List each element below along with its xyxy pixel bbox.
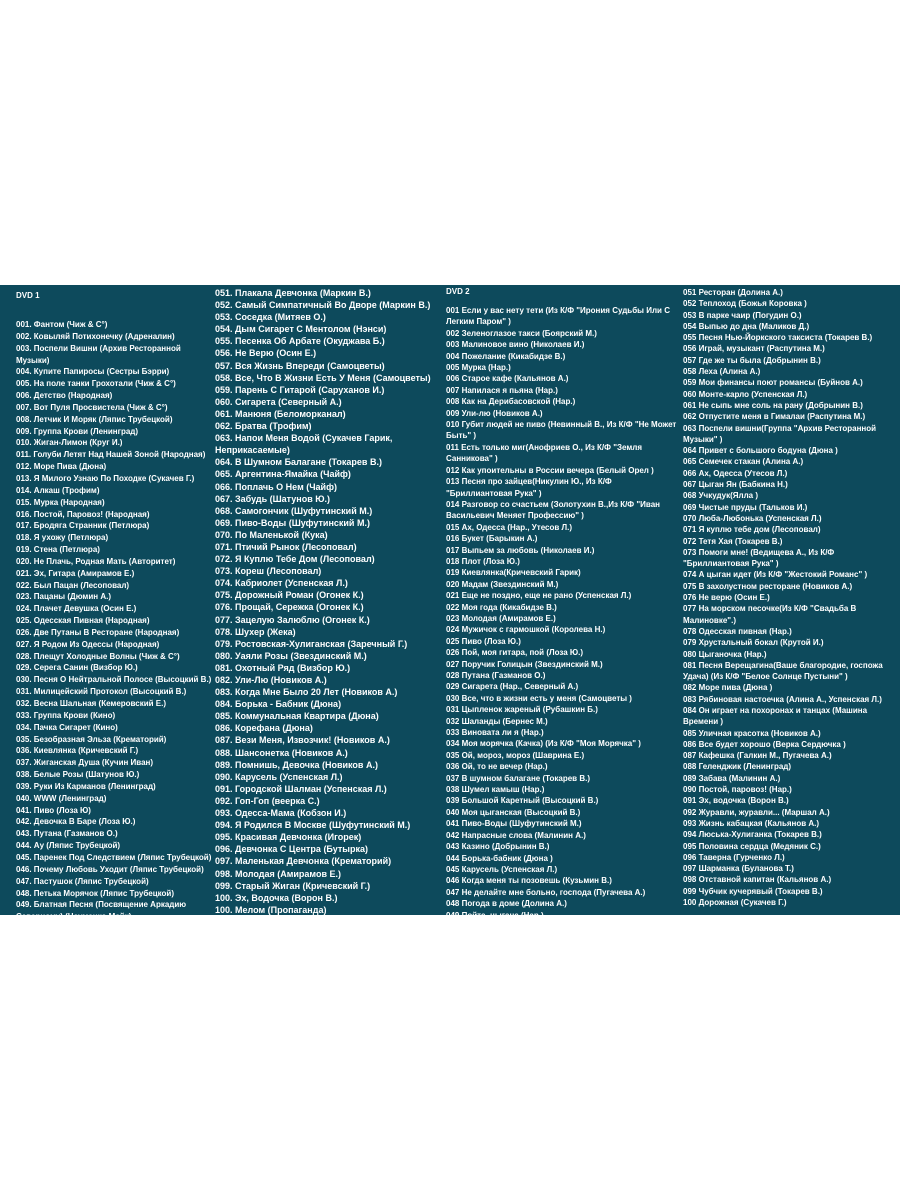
track-item: 021 Еще не поздно, еще не рано (Успенская Л.) [446, 591, 632, 601]
track-item: 031 Цыпленок жареный (Рубашкин Б.) [446, 705, 598, 715]
track-item: 035. Безобразная Эльза (Крематорий) [16, 734, 167, 744]
track-item: 095. Красивая Девчонка (Игорек) [215, 832, 362, 843]
track-item: 042 Напрасные слова (Малинин А.) [446, 830, 586, 840]
track-item: 055 Песня Нью-Йоркского таксиста (Токарев В.) [683, 333, 873, 343]
dvd1-title: DVD 1 [16, 291, 40, 300]
track-item: 027. Я Родом Из Одессы (Народная) [16, 639, 160, 649]
track-item: 022 Моя года (Кикабидзе В.) [446, 602, 557, 612]
track-item: 041 Пиво-Воды (Шуфутинский М.) [446, 819, 582, 829]
track-item: 099 Чубчик кучерявый (Токарев В.) [683, 886, 823, 896]
track-item: 010 Губит людей не пиво (Невинный В., Из К/Ф "Не Может Быть" ) [446, 420, 677, 441]
track-item: 053. Соседка (Митяев О.) [215, 312, 326, 323]
track-item: 074. Кабриолет (Успенская Л.) [215, 578, 348, 589]
track-item: 038. Белые Розы (Шатунов Ю.) [16, 770, 140, 780]
track-item: 049 Пойте, цыгане (Нар.) [446, 910, 544, 920]
track-item: 072 Тетя Хая (Токарев В.) [683, 536, 783, 546]
track-item: 032 Шаланды (Бернес М.) [446, 716, 548, 726]
track-item: 069. Пиво-Воды (Шуфутинский М.) [215, 517, 370, 528]
track-item: 030. Песня О Нейтральной Полосе (Высоцкий В.) [16, 675, 212, 685]
track-item: 083 Рябиновая настоечка (Алина А., Успенская Л.) [683, 694, 882, 704]
track-item: 055. Песенка Об Арбате (Окуджава Б.) [215, 336, 385, 347]
track-item: 081 Песня Верещагина(Ваше благородие, госпожа Удача) (Из К/Ф "Белое Солнце Пустыни" ) [683, 660, 883, 682]
track-item: 081. Охотный Ряд (Визбор Ю.) [215, 662, 351, 673]
track-item: 017. Бродяга Странник (Петлюра) [16, 521, 150, 531]
track-item: 100. Мелом (Пропаганда) [215, 904, 327, 915]
track-item: 079. Ростовская-Хулиганская (Заречный Г.) [215, 638, 408, 649]
track-item: 057 Где же ты была (Добрынин В.) [683, 355, 821, 365]
track-item: 045 Карусель (Успенская Л.) [446, 864, 558, 874]
track-item: 070. По Маленькой (Кука) [215, 529, 328, 540]
track-item: 037 В шумном балагане (Токарев В.) [446, 773, 590, 783]
track-item: 050 Пропадаю я (Успенская Л.) [446, 921, 568, 931]
track-item: 015 Ах, Одесса (Нар., Утесов Л.) [446, 522, 573, 532]
track-item: 007 Напилася я пьяна (Нар.) [446, 385, 558, 395]
track-item: 088 Геленджик (Ленинград) [683, 762, 792, 772]
track-item: 062 Отпустите меня в Гималаи (Распутина М.) [683, 412, 866, 422]
track-item: 046 Когда меня ты позовешь (Кузьмин В.) [446, 876, 612, 886]
track-item: 036 Ой, то не вечер (Нар.) [446, 762, 548, 772]
track-item: 029. Серега Санин (Визбор Ю.) [16, 663, 138, 673]
track-item: 092. Гоп-Гоп (веерка С.) [215, 795, 320, 806]
track-item: 048. Петька Морячок (Ляпис Трубецкой) [16, 888, 175, 898]
track-item: 032. Весна Шальная (Кемеровский Е.) [16, 699, 167, 708]
track-item: 093 Жизнь кабацкая (Кальянов А.) [683, 818, 820, 828]
track-item: 012. Море Пива (Дюна) [16, 462, 107, 472]
track-item: 005 Мурка (Нар.) [446, 363, 511, 373]
track-item: 078 Одесская пивная (Нар.) [683, 626, 792, 636]
track-item: 061 Не сыпь мне соль на рану (Добрынин В.) [683, 400, 863, 410]
track-item: 092 Журавли, журавли... (Маршал А.) [683, 807, 830, 817]
dvd2-title: DVD 2 [446, 287, 470, 296]
track-item: 077. Зацелую Залюблю (Огонек К.) [215, 614, 370, 625]
track-item: 023 Молодая (Амирамов Е.) [446, 613, 556, 623]
track-item: 096 Таверна (Гурченко Л.) [683, 852, 785, 862]
track-item: 025. Одесская Пивная (Народная) [16, 616, 150, 626]
track-item: 039 Большой Каретный (Высоцкий В.) [446, 796, 599, 806]
track-item: 060. Сигарета (Северный А.) [215, 396, 342, 407]
track-item: 016. Постой, Паровоз! (Народная) [16, 509, 150, 519]
track-item: 016 Букет (Барыкин А.) [446, 534, 538, 544]
track-item: 074 А цыган идет (Из К/Ф "Жестокий Романс" ) [683, 570, 868, 580]
track-item: 053 В парке чаир (Погудин О.) [683, 310, 802, 320]
track-item: 082. Ули-Лю (Новиков А.) [215, 675, 327, 685]
track-item: 047 Не делайте мне больно, господа (Пугачева А.) [446, 887, 646, 897]
track-item: 097. Маленькая Девчонка (Крематорий) [215, 856, 392, 867]
track-item: 029 Сигарета (Нар., Северный А.) [446, 682, 579, 692]
track-item: 030 Все, что в жизни есть у меня (Самоцветы ) [446, 693, 632, 703]
track-item: 071 Я куплю тебе дом (Лесоповал) [683, 525, 821, 535]
track-item: 051 Ресторан (Долина А.) [683, 288, 783, 297]
track-item: 079 Хрустальный бокал (Крутой И.) [683, 638, 824, 648]
track-item: 034 Моя морячка (Качка) (Из К/Ф "Моя Морячка" ) [446, 739, 641, 749]
track-item: 006 Старое кафе (Кальянов А.) [446, 374, 569, 384]
track-item: 038 Шумел камыш (Нар.) [446, 785, 545, 795]
track-item: 098 Отставной капитан (Кальянов А.) [683, 875, 832, 885]
track-item: 021. Эх, Гитара (Амирамов Е.) [16, 568, 135, 578]
track-item: 001. Фантом (Чиж & С°) [16, 320, 108, 329]
track-item: 008. Летчик И Моряк (Ляпис Трубецкой) [16, 414, 173, 424]
track-item: 068. Самогончик (Шуфутинский М.) [215, 505, 373, 516]
track-item: 078. Шухер (Жека) [215, 626, 296, 637]
track-item: 020. Не Плачь, Родная Мать (Авторитет) [16, 556, 176, 566]
track-item: 003. Поспели Вишни (Архив Ресторанной Музыки) [16, 343, 181, 365]
track-item: 064 Привет с большого бодуна (Дюна ) [683, 446, 838, 456]
track-item: 095 Половина сердца (Медяник С.) [683, 841, 821, 851]
dvd2-track-list-b [683, 287, 893, 908]
track-item: 072. Я Куплю Тебе Дом (Лесоповал) [215, 554, 375, 565]
track-item: 075 В захолустном ресторане (Новиков А.) [683, 581, 853, 591]
dvd2-track-list-a [446, 305, 678, 932]
track-item: 054 Выпью до дна (Маликов Д.) [683, 321, 810, 331]
track-item: 097 Шарманка (Буланова Т.) [683, 864, 794, 874]
track-item: 013. Я Милого Узнаю По Походке (Сукачев Г.) [16, 473, 195, 483]
track-item: 041. Пиво (Лоза Ю) [16, 805, 91, 815]
track-item: 090. Карусель (Успенская Л.) [215, 771, 343, 782]
track-item: 084. Борька - Бабник (Дюна) [215, 699, 342, 710]
track-item: 070 Люба-Любонька (Успенская Л.) [683, 513, 822, 523]
track-item: 073 Помоги мне! (Ведищева А., Из К/Ф "Бриллиантовая Рука" ) [683, 547, 835, 569]
track-item: 036. Киевлянка (Кричевский Г.) [16, 746, 139, 756]
track-item: 090 Постой, паровоз! (Нар.) [683, 785, 792, 795]
track-item: 009 Ули-лю (Новиков А.) [446, 408, 543, 418]
track-item: 064. В Шумном Балагане (Токарев В.) [215, 457, 382, 468]
track-item: 018. Я ухожу (Петлюра) [16, 533, 109, 543]
track-item: 061. Манюня (Беломорканал) [215, 408, 346, 419]
track-item: 033 Виновата ли я (Нар.) [446, 728, 544, 738]
track-item: 001 Если у вас нету тети (Из К/Ф "Ирония Судьбы Или С Легким Паром" ) [446, 306, 670, 327]
track-item: 080 Цыганочка (Нар.) [683, 649, 767, 659]
tracklist-panel [0, 285, 900, 931]
track-item: 052 Теплоход (Божья Коровка ) [683, 299, 807, 309]
track-item: 005. На поле танки Грохотали (Чиж & С°) [16, 379, 176, 389]
track-item: 056 Играй, музыкант (Распутина М.) [683, 344, 825, 354]
track-item: 085 Уличная красотка (Новиков А.) [683, 728, 821, 738]
track-item: 091. Городской Шалман (Успенская Л.) [215, 783, 387, 794]
track-item: 043 Казино (Добрынин В.) [446, 842, 550, 852]
track-item: 010. Жиган-Лимон (Круг И.) [16, 438, 123, 448]
track-item: 002. Ковыляй Потихонечку (Адреналин) [16, 331, 175, 341]
track-item: 008 Как на Дерибасовской (Нар.) [446, 397, 576, 407]
track-item: 031. Милицейский Протокол (Высоцкий В.) [16, 687, 187, 697]
track-item: 014. Алкаш (Трофим) [16, 485, 100, 495]
track-item: 058. Все, Что В Жизни Есть У Меня (Самоцветы) [215, 372, 431, 383]
track-item: 022. Был Пацан (Лесоповал) [16, 580, 130, 590]
track-item: 059 Мои финансы поют романсы (Буйнов А.) [683, 378, 863, 388]
track-item: 088. Шансонетка (Новиков А.) [215, 747, 348, 758]
track-item: 068 Учкудук(Ялла ) [683, 491, 758, 501]
track-item: 056. Не Верю (Осин Е.) [215, 348, 317, 359]
track-item: 076 Не верю (Осин Е.) [683, 593, 770, 603]
track-item: 077 На морском песочке(Из К/Ф "Свадьба В Малиновке".) [683, 604, 857, 625]
track-item: 004 Пожелание (Кикабидзе В.) [446, 351, 566, 361]
track-item: 080. Уаяли Розы (Звездинский М.) [215, 650, 367, 661]
track-item: 066. Поплачь О Нем (Чайф) [215, 481, 337, 492]
track-item: 026 Пой, моя гитара, пой (Лоза Ю.) [446, 648, 584, 658]
track-item: 011 Есть только миг(Анофриев О., Из К/Ф "Земля Санникова" ) [446, 442, 643, 464]
track-item: 089. Помнишь, Девочка (Новиков А.) [215, 759, 378, 770]
track-item: 067 Цыган Ян (Бабкина Н.) [683, 480, 788, 490]
track-item: 019 Киевлянка(Кричевский Гарик) [446, 568, 581, 578]
track-item: 044. Ау (Ляпис Трубецкой) [16, 841, 121, 851]
track-item: 096. Девчонка С Центра (Бутырка) [215, 844, 368, 855]
track-item: 048 Погода в доме (Долина А.) [446, 899, 567, 909]
track-item: 040. WWW (Ленинград) [16, 793, 107, 803]
dvd1-track-list-a [16, 319, 216, 923]
track-item: 094. Я Родился В Москве (Шуфутинский М.) [215, 820, 411, 831]
dvd1-track-list-b [215, 287, 445, 916]
track-item: 004. Купите Папиросы (Сестры Бэрри) [16, 367, 170, 377]
track-item: 033. Группа Крови (Кино) [16, 710, 116, 720]
track-item: 013 Песня про зайцев(Никулин Ю., Из К/Ф "Бриллиантовая Рука" ) [446, 477, 612, 498]
track-item: 085. Коммунальная Квартира (Дюна) [215, 711, 379, 722]
track-item: 039. Руки Из Карманов (Ленинград) [16, 781, 156, 791]
track-item: 028. Плещут Холодные Волны (Чиж & С°) [16, 651, 180, 661]
track-item: 015. Мурка (Народная) [16, 497, 105, 507]
dvd1-column-1 [16, 285, 216, 923]
dvd1-column-2 [215, 285, 445, 916]
track-item: 019. Стена (Петлюра) [16, 545, 100, 555]
track-item: 076. Прощай, Сережка (Огонек К.) [215, 602, 364, 613]
track-item: 073. Кореш (Лесоповал) [215, 566, 322, 577]
track-item: 087. Вези Меня, Извозчик! (Новиков А.) [215, 735, 390, 746]
track-item: 046. Почему Любовь Уходит (Ляпис Трубецкой) [16, 864, 204, 874]
track-item: 020 Мадам (Звездинский М.) [446, 579, 559, 589]
track-item: 026. Две Путаны В Ресторане (Народная) [16, 627, 180, 637]
track-item: 052. Самый Симпатичный Во Дворе (Маркин В.) [215, 300, 431, 311]
track-item: 094 Люська-Хулиганка (Токарев В.) [683, 830, 822, 840]
track-item: 084 Он играет на похоронах и танцах (Машина Времени ) [683, 705, 868, 727]
track-item: 098. Молодая (Амирамов Е.) [215, 868, 341, 879]
track-item: 075. Дорожный Роман (Огонек К.) [215, 590, 364, 601]
track-item: 051. Плакала Девчонка (Маркин В.) [215, 288, 371, 298]
track-item: 063 Поспели вишни(Группа "Архив Ресторанной Музыки" ) [683, 423, 877, 444]
track-item: 071. Птичий Рынок (Лесоповал) [215, 541, 357, 552]
track-item: 045. Паренек Под Следствием (Ляпис Трубецкой) [16, 852, 212, 862]
track-item: 012 Как упоительны в России вечера (Белый Орел ) [446, 465, 654, 475]
track-item: 057. Вся Жизнь Впереди (Самоцветы) [215, 360, 385, 371]
track-item: 042. Девочка В Баре (Лоза Ю.) [16, 817, 136, 827]
track-item: 062. Братва (Трофим) [215, 421, 312, 432]
track-item: 014 Разговор со счастьем (Золотухин В.,Из К/Ф "Иван Васильевич Меняет Профессию" ) [446, 499, 660, 521]
dvd2-column-1 [446, 285, 678, 932]
track-item: 060 Монте-карло (Успенская Л.) [683, 389, 808, 399]
track-item: 024 Мужичок с гармошкой (Королева Н.) [446, 625, 606, 635]
track-item: 100 Дорожная (Сукачев Г.) [683, 898, 787, 908]
track-item: 002 Зеленоглазое такси (Боярский М.) [446, 328, 597, 338]
track-item: 069 Чистые пруды (Тальков И.) [683, 502, 808, 512]
track-item: 034. Пачка Сигарет (Кино) [16, 722, 118, 732]
track-item: 009. Группа Крови (Ленинград) [16, 426, 139, 436]
track-item: 024. Плачет Девушка (Осин Е.) [16, 604, 137, 614]
track-item: 091 Эх, водочка (Ворон В.) [683, 796, 789, 806]
track-item: 043. Путана (Газманов О.) [16, 829, 118, 839]
track-item: 054. Дым Сигарет С Ментолом (Нэнси) [215, 324, 387, 335]
track-item: 023. Пацаны (Дюмин А.) [16, 592, 111, 602]
track-item: 093. Одесса-Мама (Кобзон И.) [215, 808, 347, 819]
track-item: 003 Малиновое вино (Николаев И.) [446, 340, 585, 350]
track-item: 089 Забава (Малинин А.) [683, 773, 781, 783]
track-item: 082 Море пива (Дюна ) [683, 683, 773, 693]
track-item: 027 Поручик Голицын (Звездинский М.) [446, 659, 603, 669]
track-item: 017 Выпьем за любовь (Николаев И.) [446, 545, 595, 555]
track-item: 040 Моя цыганская (Высоцкий В.) [446, 807, 581, 817]
track-item: 025 Пиво (Лоза Ю.) [446, 636, 521, 646]
track-item: 066 Ах, Одесса (Утесов Л.) [683, 468, 788, 478]
dvd2-column-2 [683, 285, 893, 908]
track-item: 086 Все будет хорошо (Верка Сердючка ) [683, 739, 846, 749]
track-item: 087 Кафешка (Галкин М., Пугачева А.) [683, 751, 832, 761]
track-item: 037. Жиганская Душа (Кучин Иван) [16, 758, 154, 768]
track-item: 063. Напои Меня Водой (Сукачев Гарик, Неприкасаемые) [215, 433, 393, 456]
track-item: 035 Ой, мороз, мороз (Шаврина Е.) [446, 750, 585, 760]
track-item: 007. Вот Пуля Просвистела (Чиж & С°) [16, 402, 168, 412]
track-item: 018 Плот (Лоза Ю.) [446, 556, 520, 566]
track-item: 006. Детство (Народная) [16, 391, 113, 401]
track-item: 049. Блатная Песня (Посвящение Аркадию Северному) (Науменко Майк) [16, 900, 187, 922]
track-item: 083. Когда Мне Было 20 Лет (Новиков А.) [215, 687, 398, 698]
track-item: 065 Семечек стакан (Алина А.) [683, 457, 804, 467]
track-item: 047. Пастушок (Ляпис Трубецкой) [16, 876, 149, 886]
track-item: 065. Аргентина-Ямайка (Чайф) [215, 469, 351, 480]
track-item: 028 Путана (Газманов О.) [446, 671, 546, 680]
track-item: 058 Леха (Алина А.) [683, 367, 761, 377]
track-item: 059. Парень С Гитарой (Саруханов И.) [215, 384, 385, 395]
track-item: 011. Голуби Летят Над Нашей Зоной (Народная) [16, 450, 206, 460]
track-item: 100. Эх, Водочка (Ворон В.) [215, 892, 338, 903]
track-item: 086. Корефана (Дюна) [215, 723, 313, 734]
track-item: 067. Забудь (Шатунов Ю.) [215, 493, 331, 504]
track-item: 044 Борька-бабник (Дюна ) [446, 853, 553, 863]
track-item: 099. Старый Жиган (Кричевский Г.) [215, 880, 371, 891]
